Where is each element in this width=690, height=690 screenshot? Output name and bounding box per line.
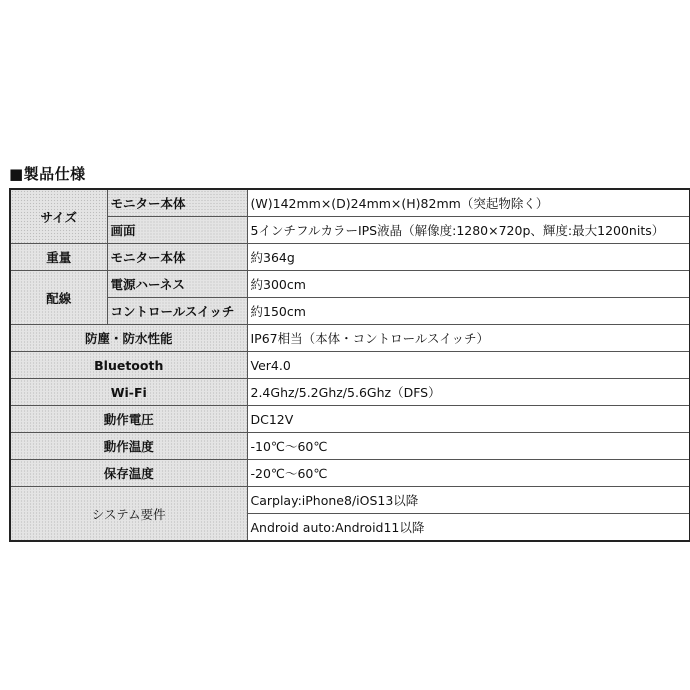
table-row: [10, 352, 690, 379]
control-switch-label: コントロールスイッチ: [107, 298, 247, 325]
table-row: [10, 460, 690, 487]
carplay-value: Carplay:iPhone8/iOS13以降: [247, 487, 690, 514]
weight-label: 重量: [10, 244, 107, 271]
bluetooth-value: Ver4.0: [247, 352, 690, 379]
table-row: [10, 406, 690, 433]
spec-table: [9, 188, 690, 542]
size-label: サイズ: [10, 189, 107, 244]
table-row: [10, 487, 690, 514]
storage-temp-value: -20℃～60℃: [247, 460, 690, 487]
table-row: [10, 379, 690, 406]
table-row: [10, 325, 690, 352]
harness-label: 電源ハーネス: [107, 271, 247, 298]
size-monitor-value: (W)142mm×(D)24mm×(H)82mm（突起物除く）: [247, 189, 690, 217]
screen-value: 5インチフルカラーIPS液晶（解像度:1280×720p、輝度:最大1200nits）: [247, 217, 690, 244]
wiring-label: 配線: [10, 271, 107, 325]
screen-label: 画面: [107, 217, 247, 244]
storage-temp-label: 保存温度: [10, 460, 247, 487]
bluetooth-label: Bluetooth: [10, 352, 247, 379]
weight-monitor-label: モニター本体: [107, 244, 247, 271]
table-row: [10, 433, 690, 460]
size-monitor-label: モニター本体: [107, 189, 247, 217]
operating-temp-value: -10℃～60℃: [247, 433, 690, 460]
weight-value: 約364g: [247, 244, 690, 271]
harness-value: 約300cm: [247, 271, 690, 298]
table-row: [10, 271, 690, 298]
table-row: [10, 298, 690, 325]
system-requirements-label: システム要件: [10, 487, 247, 542]
table-row: [10, 217, 690, 244]
android-auto-value: Android auto:Android11以降: [247, 514, 690, 542]
voltage-label: 動作電圧: [10, 406, 247, 433]
control-switch-value: 約150cm: [247, 298, 690, 325]
section-title: ■製品仕様: [9, 165, 86, 183]
voltage-value: DC12V: [247, 406, 690, 433]
dust-water-label: 防塵・防水性能: [10, 325, 247, 352]
wifi-value: 2.4Ghz/5.2Ghz/5.6Ghz（DFS）: [247, 379, 690, 406]
operating-temp-label: 動作温度: [10, 433, 247, 460]
wifi-label: Wi-Fi: [10, 379, 247, 406]
dust-water-value: IP67相当（本体・コントロールスイッチ）: [247, 325, 690, 352]
table-row: [10, 244, 690, 271]
table-row: [10, 189, 690, 217]
